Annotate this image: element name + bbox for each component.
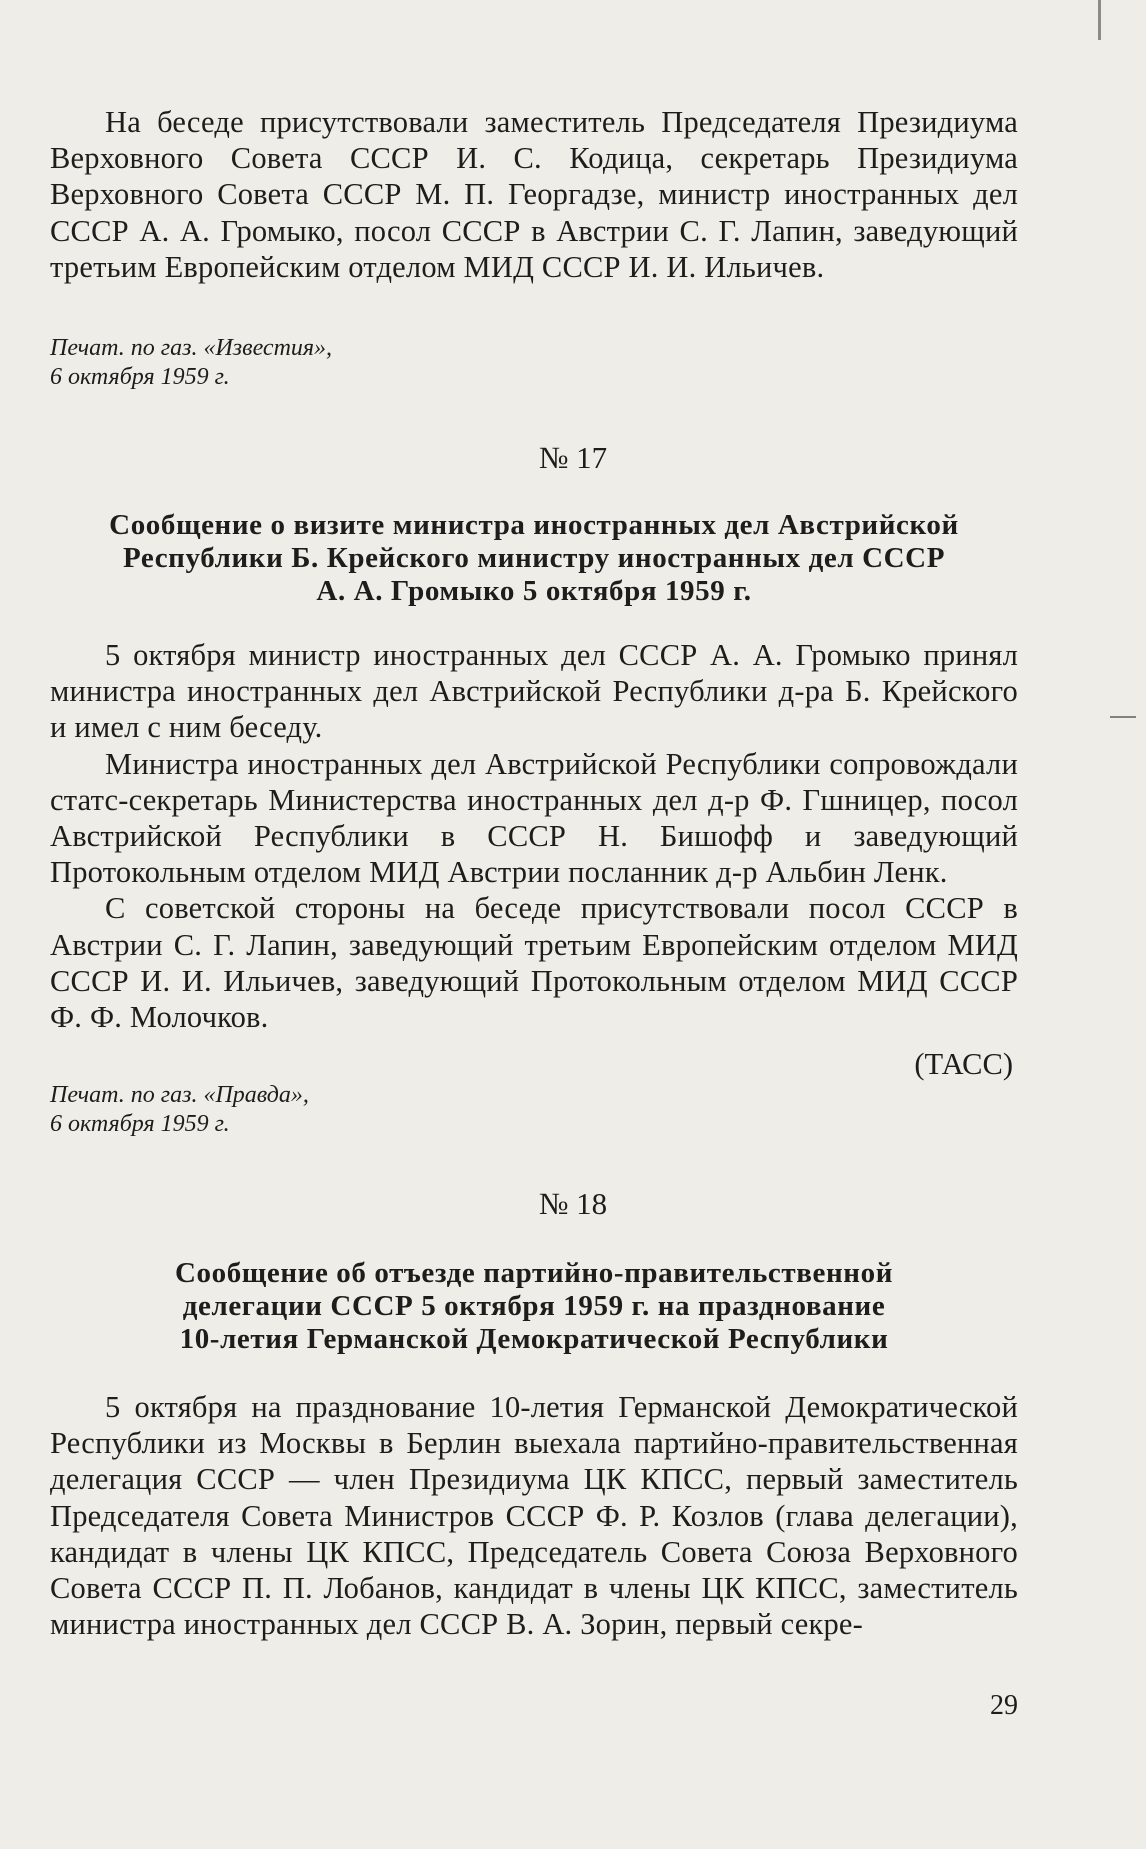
intro-paragraph: На беседе присутствовали заместитель Председателя Президиума Верховного Совета СССР И. С. Кодица, секретарь Президиума Верховного Совета СССР М. П. Георгадзе, министр иностранных дел СССР А. А. Громыко, посол СССР в Австрии С. Г. Лапин, заведующий третьим Европейским отделом МИД СССР И. И. Ильичев. [50,105,1018,284]
heading-line-1: Сообщение об отъезде партийно-правительственной [174,1257,894,1289]
heading-line-2: Республики Б. Крейского министру иностранных дел СССР [122,542,946,574]
doc17-paragraph-3: С советской стороны на беседе присутствовали посол СССР в Австрии С. Г. Лапин, заведующий третьим Европейским отделом МИД СССР И. И. Ильичев, заведующий Протокольным отделом МИД СССР Ф. Ф. Молочков. [50,891,1018,1035]
heading-line-3: 10-летия Германской Демократической Республики [179,1323,889,1355]
scan-edge-mark [1098,0,1101,40]
source-line-2: 6 октября 1959 г. [50,364,230,390]
document-17-heading [50,509,1018,608]
doc18-paragraph-1: 5 октября на празднование 10-летия Германской Демократической Республики из Москвы в Берлин выехала партийно-правительственная делегация СССР — член Президиума ЦК КПСС, первый заместитель Председателя Совета Министров СССР Ф. Р. Козлов (глава делегации), кандидат в члены ЦК КПСС, Председатель Совета Союза Верховного Совета СССР П. П. Лобанов, кандидат в члены ЦК КПСС, заместитель министра иностранных дел СССР В. А. Зорин, первый секре- [50,1390,1018,1642]
source-line-1: Печат. по газ. «Правда», [50,1082,309,1108]
document-number-17: № 17 [538,440,608,475]
tass-signature: (ТАСС) [914,1047,1013,1081]
source-citation-pravda [50,1081,309,1139]
heading-line-1: Сообщение о визите министра иностранных дел Австрийской [109,509,959,541]
document-17-body [50,637,1018,1035]
intro-text-block [50,104,1018,285]
doc17-paragraph-1: 5 октября министр иностранных дел СССР А. А. Громыко принял министра иностранных дел Австрийской Республики д-ра Б. Крейского и имел с ним беседу. [50,638,1018,745]
source-line-1: Печат. по газ. «Известия», [50,335,333,361]
page-number: 29 [990,1690,1018,1721]
source-citation-izvestia [50,334,332,392]
heading-line-3: А. А. Громыко 5 октября 1959 г. [316,575,752,607]
source-line-2: 6 октября 1959 г. [50,1111,230,1137]
document-18-body [50,1389,1018,1642]
doc17-paragraph-2: Министра иностранных дел Австрийской Республики сопровождали статс-секретарь Министерства иностранных дел д-р Ф. Гшницер, посол Австрийской Республики в СССР Н. Бишофф и заведующий Протокольным отделом МИД Австрии посланник д-р Альбин Ленк. [50,746,1018,890]
scan-edge-mark [1110,716,1136,718]
heading-line-2: делегации СССР 5 октября 1959 г. на празднование [182,1290,886,1322]
document-number-18: № 18 [538,1186,608,1221]
document-18-heading [50,1257,1018,1356]
